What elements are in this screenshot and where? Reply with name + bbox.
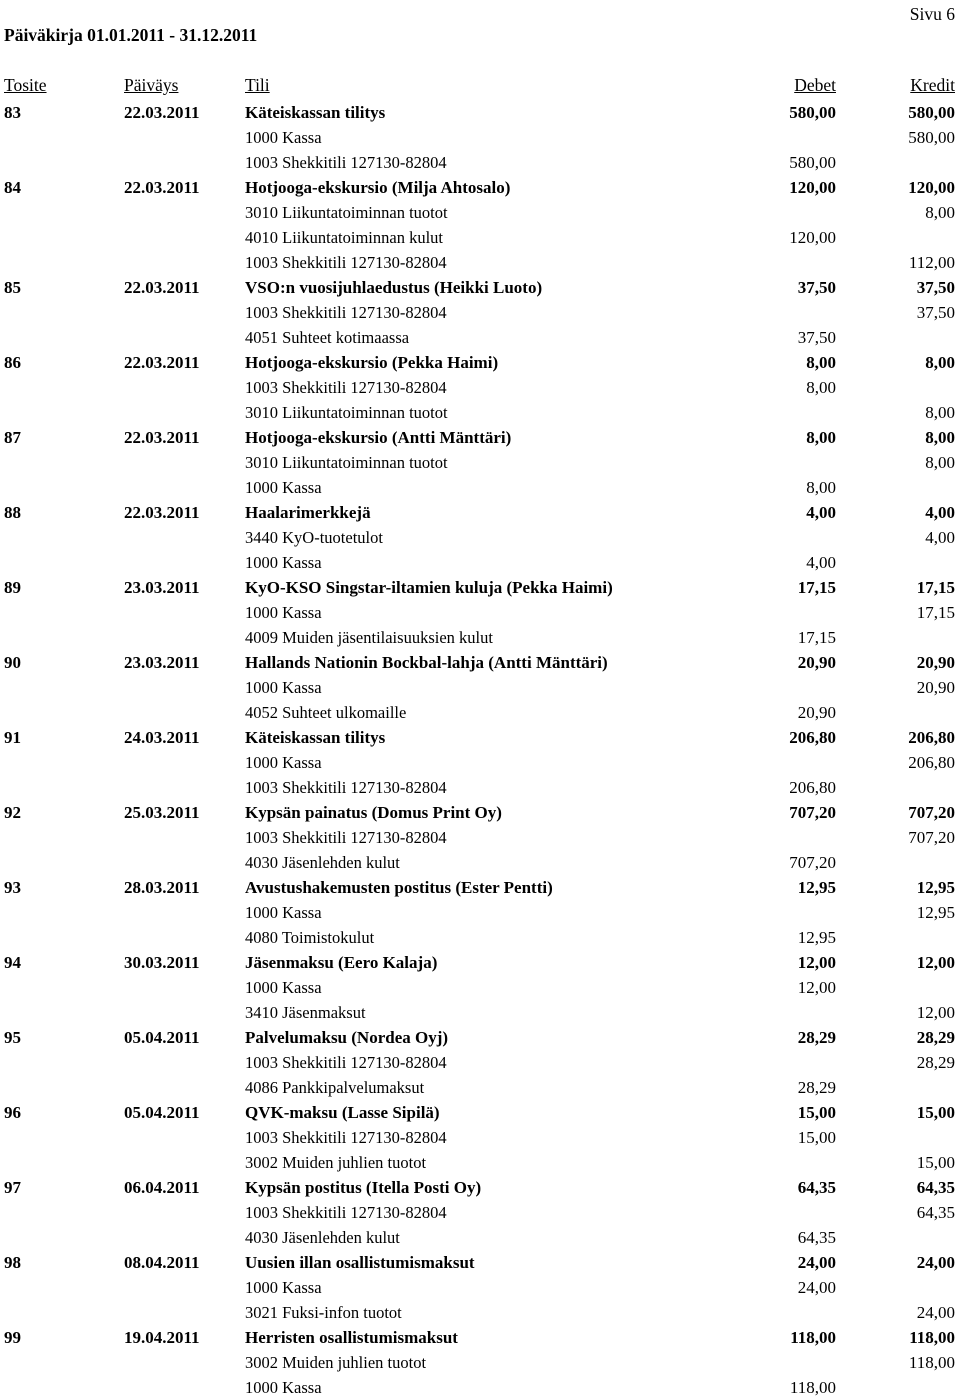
- entry-row: [0, 675, 960, 700]
- voucher-date: 23.03.2011: [124, 653, 200, 672]
- voucher-number: 91: [4, 728, 21, 747]
- voucher-debet: 120,00: [789, 178, 836, 197]
- entry-kredit: 4,00: [925, 528, 955, 547]
- entry-row: [0, 250, 960, 275]
- voucher-row: [0, 800, 960, 825]
- voucher-description: Hotjooga-ekskursio (Antti Mänttäri): [245, 428, 512, 447]
- voucher-kredit: 120,00: [908, 178, 955, 197]
- entry-account: 1003 Shekkitili 127130-82804: [245, 378, 447, 397]
- voucher-debet: 580,00: [789, 103, 836, 122]
- entry-account: 3440 KyO-tuotetulot: [245, 528, 383, 547]
- entry-account: 1003 Shekkitili 127130-82804: [245, 253, 447, 272]
- voucher-debet: 24,00: [797, 1253, 836, 1272]
- voucher-number: 92: [4, 803, 21, 822]
- voucher-row: [0, 875, 960, 900]
- entry-row: [0, 1225, 960, 1250]
- entry-account: 1000 Kassa: [245, 678, 322, 697]
- page-title: Päiväkirja 01.01.2011 - 31.12.2011: [4, 25, 258, 45]
- voucher-kredit: 12,95: [916, 878, 955, 897]
- entry-account: 4030 Jäsenlehden kulut: [245, 1228, 400, 1247]
- voucher-row: [0, 725, 960, 750]
- entry-debet: 4,00: [806, 553, 836, 572]
- entry-debet: 37,50: [797, 328, 836, 347]
- entry-account: 3002 Muiden juhlien tuotot: [245, 1353, 427, 1372]
- entry-account: 1003 Shekkitili 127130-82804: [245, 1053, 447, 1072]
- entry-kredit: 8,00: [925, 453, 955, 472]
- entry-row: [0, 325, 960, 350]
- voucher-description: Hallands Nationin Bockbal-lahja (Antti Mänttäri): [245, 653, 608, 672]
- voucher-kredit: 8,00: [925, 428, 955, 447]
- voucher-description: Kypsän painatus (Domus Print Oy): [245, 803, 502, 822]
- voucher-number: 93: [4, 878, 21, 897]
- entry-debet: 20,90: [797, 703, 836, 722]
- entry-row: [0, 1050, 960, 1075]
- entry-row: [0, 825, 960, 850]
- entry-kredit: 37,50: [916, 303, 955, 322]
- voucher-row: [0, 650, 960, 675]
- entry-debet: 15,00: [797, 1128, 836, 1147]
- voucher-debet: 12,00: [797, 953, 836, 972]
- entry-row: [0, 450, 960, 475]
- voucher-debet: 17,15: [797, 578, 836, 597]
- voucher-number: 88: [4, 503, 21, 522]
- entry-account: 3002 Muiden juhlien tuotot: [245, 1153, 427, 1172]
- entry-debet: 24,00: [797, 1278, 836, 1297]
- voucher-number: 97: [4, 1178, 21, 1197]
- voucher-row: [0, 425, 960, 450]
- entry-row: [0, 625, 960, 650]
- entry-debet: 120,00: [789, 228, 836, 247]
- entry-account: 1000 Kassa: [245, 128, 322, 147]
- voucher-number: 98: [4, 1253, 21, 1272]
- entry-account: 1003 Shekkitili 127130-82804: [245, 303, 447, 322]
- voucher-kredit: 4,00: [925, 503, 955, 522]
- voucher-number: 87: [4, 428, 21, 447]
- entry-account: 1000 Kassa: [245, 1378, 322, 1397]
- voucher-row: [0, 950, 960, 975]
- entry-row: [0, 400, 960, 425]
- entry-row: [0, 750, 960, 775]
- voucher-number: 86: [4, 353, 21, 372]
- voucher-date: 22.03.2011: [124, 503, 200, 522]
- voucher-description: Herristen osallistumismaksut: [245, 1328, 458, 1347]
- voucher-number: 83: [4, 103, 21, 122]
- entry-account: 1000 Kassa: [245, 603, 322, 622]
- entry-row: [0, 1125, 960, 1150]
- voucher-kredit: 12,00: [916, 953, 955, 972]
- voucher-kredit: 24,00: [916, 1253, 955, 1272]
- voucher-debet: 64,35: [797, 1178, 836, 1197]
- entry-account: 4086 Pankkipalvelumaksut: [245, 1078, 425, 1097]
- voucher-date: 22.03.2011: [124, 178, 200, 197]
- entry-account: 4080 Toimistokulut: [245, 928, 375, 947]
- voucher-number: 95: [4, 1028, 21, 1047]
- voucher-description: Hotjooga-ekskursio (Pekka Haimi): [245, 353, 499, 372]
- voucher-row: [0, 1025, 960, 1050]
- entry-row: [0, 1150, 960, 1175]
- entry-account: 1000 Kassa: [245, 753, 322, 772]
- voucher-description: Kypsän postitus (Itella Posti Oy): [245, 1178, 482, 1197]
- entry-row: [0, 1000, 960, 1025]
- entry-row: [0, 900, 960, 925]
- voucher-row: [0, 350, 960, 375]
- voucher-kredit: 28,29: [916, 1028, 955, 1047]
- voucher-number: 99: [4, 1328, 21, 1347]
- voucher-row: [0, 100, 960, 125]
- voucher-debet: 15,00: [797, 1103, 836, 1122]
- entry-kredit: 12,95: [916, 903, 955, 922]
- voucher-row: [0, 275, 960, 300]
- voucher-number: 90: [4, 653, 21, 672]
- voucher-date: 23.03.2011: [124, 578, 200, 597]
- voucher-number: 89: [4, 578, 21, 597]
- voucher-kredit: 20,90: [916, 653, 955, 672]
- entry-row: [0, 925, 960, 950]
- entry-account: 1003 Shekkitili 127130-82804: [245, 828, 447, 847]
- entry-kredit: 17,15: [916, 603, 955, 622]
- entry-row: [0, 475, 960, 500]
- voucher-row: [0, 500, 960, 525]
- entry-kredit: 8,00: [925, 203, 955, 222]
- voucher-debet: 206,80: [789, 728, 836, 747]
- voucher-debet: 707,20: [789, 803, 836, 822]
- entry-debet: 206,80: [789, 778, 836, 797]
- entry-kredit: 20,90: [916, 678, 955, 697]
- voucher-number: 84: [4, 178, 21, 197]
- voucher-kredit: 580,00: [908, 103, 955, 122]
- entry-account: 1000 Kassa: [245, 903, 322, 922]
- column-header-kredit: Kredit: [910, 75, 955, 95]
- entry-account: 1003 Shekkitili 127130-82804: [245, 153, 447, 172]
- entry-debet: 118,00: [789, 1378, 836, 1397]
- entry-account: 1003 Shekkitili 127130-82804: [245, 778, 447, 797]
- entry-debet: 12,95: [797, 928, 836, 947]
- voucher-kredit: 15,00: [916, 1103, 955, 1122]
- voucher-debet: 8,00: [806, 353, 836, 372]
- entry-account: 1003 Shekkitili 127130-82804: [245, 1203, 447, 1222]
- entry-debet: 8,00: [806, 378, 836, 397]
- column-header-tili: Tili: [245, 75, 270, 95]
- entry-row: [0, 850, 960, 875]
- column-header-debet: Debet: [794, 75, 836, 95]
- voucher-number: 94: [4, 953, 21, 972]
- voucher-date: 22.03.2011: [124, 278, 200, 297]
- voucher-description: Käteiskassan tilitys: [245, 728, 386, 747]
- entry-row: [0, 200, 960, 225]
- entry-row: [0, 600, 960, 625]
- entry-account: 3010 Liikuntatoiminnan tuotot: [245, 403, 448, 422]
- entry-kredit: 64,35: [916, 1203, 955, 1222]
- voucher-kredit: 118,00: [909, 1328, 955, 1347]
- entry-account: 4051 Suhteet kotimaassa: [245, 328, 410, 347]
- entry-account: 1000 Kassa: [245, 553, 322, 572]
- entry-row: [0, 225, 960, 250]
- entry-account: 4009 Muiden jäsentilaisuuksien kulut: [245, 628, 493, 647]
- voucher-debet: 8,00: [806, 428, 836, 447]
- voucher-description: Avustushakemusten postitus (Ester Pentti): [245, 878, 553, 897]
- voucher-date: 08.04.2011: [124, 1253, 200, 1272]
- column-header-row: [0, 75, 960, 100]
- entry-debet: 17,15: [797, 628, 836, 647]
- voucher-description: QVK-maksu (Lasse Sipilä): [245, 1103, 440, 1122]
- voucher-kredit: 37,50: [916, 278, 955, 297]
- entry-account: 4010 Liikuntatoiminnan kulut: [245, 228, 443, 247]
- entry-row: [0, 1300, 960, 1325]
- entry-kredit: 707,20: [908, 828, 955, 847]
- voucher-number: 85: [4, 278, 21, 297]
- voucher-date: 28.03.2011: [124, 878, 200, 897]
- voucher-kredit: 206,80: [908, 728, 955, 747]
- voucher-description: Palvelumaksu (Nordea Oyj): [245, 1028, 449, 1047]
- entry-account: 3021 Fuksi-infon tuotot: [245, 1303, 402, 1322]
- entry-debet: 707,20: [789, 853, 836, 872]
- entry-row: [0, 375, 960, 400]
- entry-kredit: 112,00: [908, 253, 955, 272]
- voucher-date: 22.03.2011: [124, 428, 200, 447]
- voucher-date: 06.04.2011: [124, 1178, 200, 1197]
- voucher-description: Jäsenmaksu (Eero Kalaja): [245, 953, 438, 972]
- voucher-kredit: 17,15: [916, 578, 955, 597]
- entry-kredit: 580,00: [908, 128, 955, 147]
- voucher-row: [0, 1175, 960, 1200]
- voucher-kredit: 8,00: [925, 353, 955, 372]
- entry-account: 1000 Kassa: [245, 978, 322, 997]
- entry-account: 3010 Liikuntatoiminnan tuotot: [245, 453, 448, 472]
- voucher-date: 25.03.2011: [124, 803, 200, 822]
- voucher-kredit: 707,20: [908, 803, 955, 822]
- voucher-date: 05.04.2011: [124, 1028, 200, 1047]
- voucher-date: 30.03.2011: [124, 953, 200, 972]
- entry-row: [0, 150, 960, 175]
- column-header-tosite: Tosite: [4, 75, 47, 95]
- entry-row: [0, 1275, 960, 1300]
- entry-kredit: 15,00: [916, 1153, 955, 1172]
- voucher-description: Hotjooga-ekskursio (Milja Ahtosalo): [245, 178, 511, 197]
- voucher-debet: 28,29: [797, 1028, 836, 1047]
- voucher-date: 24.03.2011: [124, 728, 200, 747]
- voucher-description: KyO-KSO Singstar-iltamien kuluja (Pekka Haimi): [245, 578, 613, 597]
- ledger-table: [0, 100, 960, 1400]
- voucher-description: Käteiskassan tilitys: [245, 103, 386, 122]
- entry-row: [0, 300, 960, 325]
- entry-debet: 28,29: [797, 1078, 836, 1097]
- entry-row: [0, 1350, 960, 1375]
- voucher-description: VSO:n vuosijuhlaedustus (Heikki Luoto): [245, 278, 543, 297]
- entry-row: [0, 1200, 960, 1225]
- entry-row: [0, 1075, 960, 1100]
- entry-kredit: 24,00: [916, 1303, 955, 1322]
- column-header-paivays: Päiväys: [124, 75, 179, 95]
- entry-row: [0, 1375, 960, 1400]
- voucher-row: [0, 1325, 960, 1350]
- entry-account: 1000 Kassa: [245, 478, 322, 497]
- entry-row: [0, 125, 960, 150]
- voucher-row: [0, 175, 960, 200]
- voucher-row: [0, 1250, 960, 1275]
- entry-row: [0, 775, 960, 800]
- entry-account: 1003 Shekkitili 127130-82804: [245, 1128, 447, 1147]
- voucher-description: Haalarimerkkejä: [245, 503, 371, 522]
- voucher-debet: 4,00: [806, 503, 836, 522]
- entry-debet: 12,00: [797, 978, 836, 997]
- voucher-debet: 118,00: [790, 1328, 836, 1347]
- entry-debet: 8,00: [806, 478, 836, 497]
- entry-account: 3010 Liikuntatoiminnan tuotot: [245, 203, 448, 222]
- entry-kredit: 8,00: [925, 403, 955, 422]
- voucher-debet: 20,90: [797, 653, 836, 672]
- voucher-date: 05.04.2011: [124, 1103, 200, 1122]
- entry-kredit: 206,80: [908, 753, 955, 772]
- voucher-description: Uusien illan osallistumismaksut: [245, 1253, 475, 1272]
- entry-row: [0, 700, 960, 725]
- entry-row: [0, 525, 960, 550]
- voucher-row: [0, 575, 960, 600]
- entry-kredit: 118,00: [908, 1353, 955, 1372]
- page-number: Sivu 6: [909, 4, 955, 24]
- entry-account: 3410 Jäsenmaksut: [245, 1003, 366, 1022]
- entry-row: [0, 975, 960, 1000]
- entry-debet: 64,35: [797, 1228, 836, 1247]
- voucher-debet: 12,95: [797, 878, 836, 897]
- entry-debet: 580,00: [789, 153, 836, 172]
- voucher-date: 19.04.2011: [124, 1328, 200, 1347]
- voucher-row: [0, 1100, 960, 1125]
- voucher-date: 22.03.2011: [124, 353, 200, 372]
- entry-account: 4052 Suhteet ulkomaille: [245, 703, 407, 722]
- entry-account: 1000 Kassa: [245, 1278, 322, 1297]
- entry-row: [0, 550, 960, 575]
- entry-kredit: 12,00: [916, 1003, 955, 1022]
- entry-account: 4030 Jäsenlehden kulut: [245, 853, 400, 872]
- entry-kredit: 28,29: [916, 1053, 955, 1072]
- voucher-debet: 37,50: [797, 278, 836, 297]
- voucher-kredit: 64,35: [916, 1178, 955, 1197]
- voucher-number: 96: [4, 1103, 21, 1122]
- voucher-date: 22.03.2011: [124, 103, 200, 122]
